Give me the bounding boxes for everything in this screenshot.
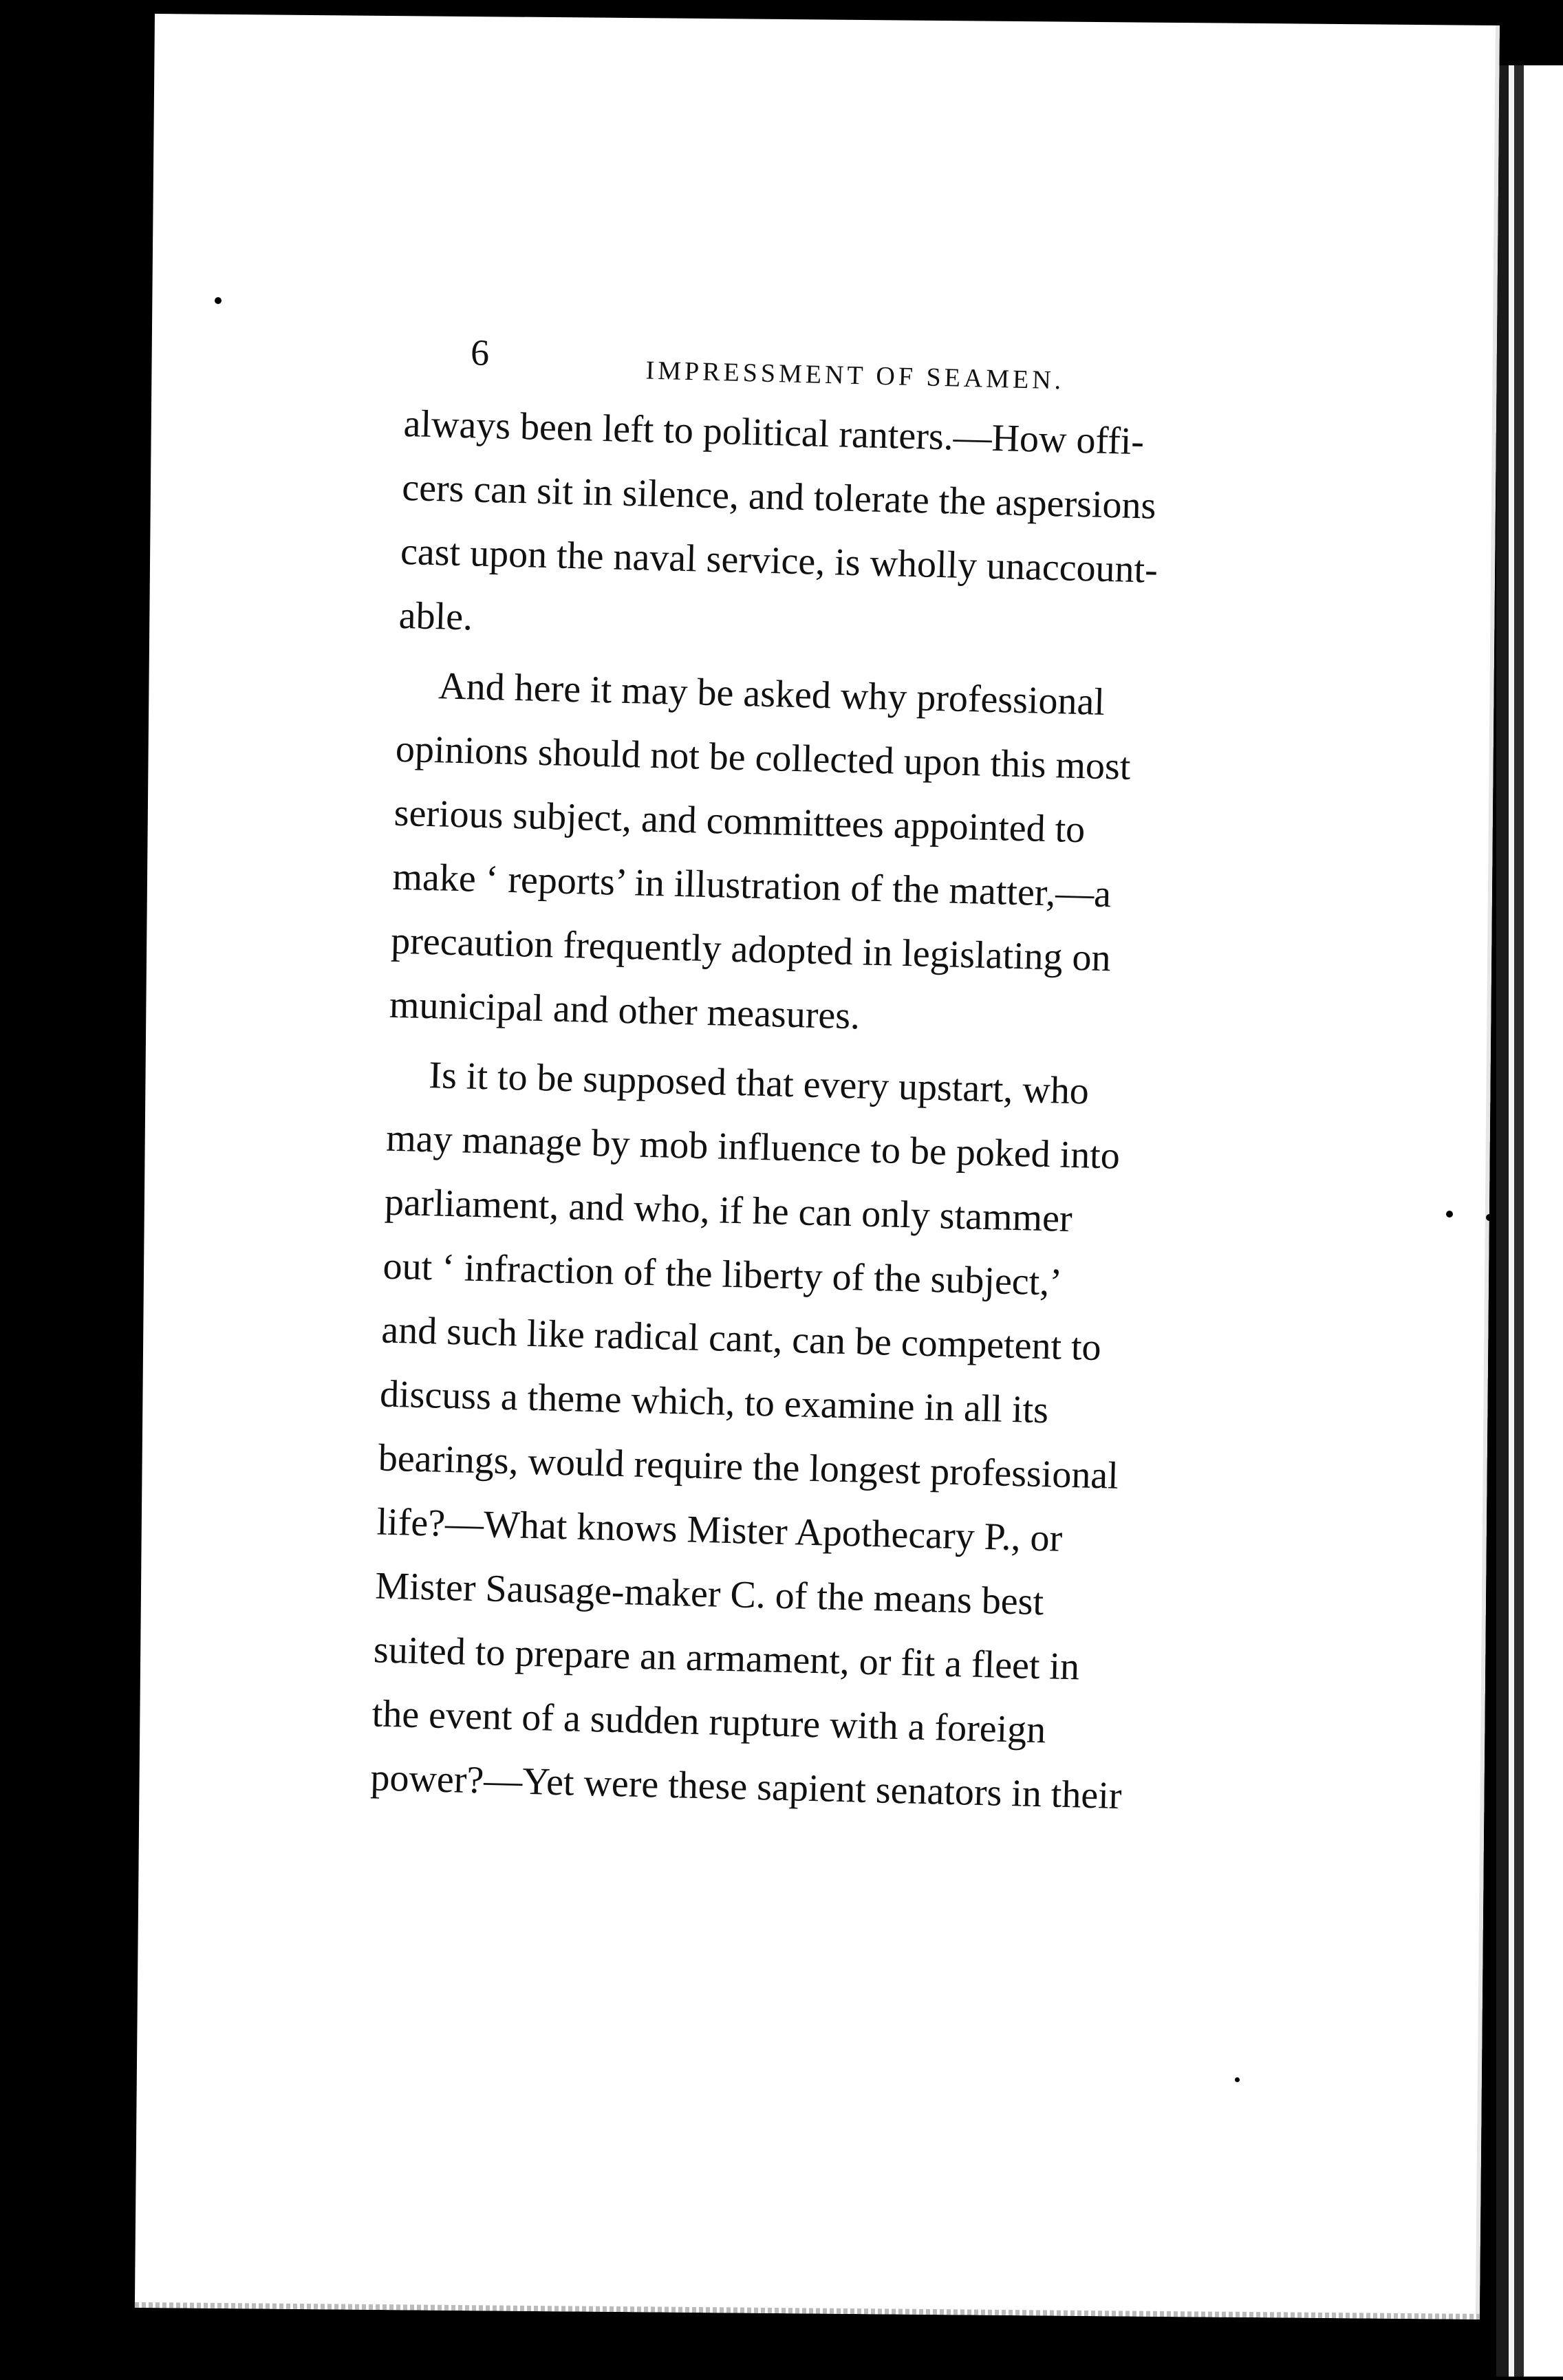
page-text-block [369,330,1293,1832]
text-line: municipal and other measures. [389,983,861,1038]
scan-speck [1235,2077,1240,2082]
text-line: parliament, and who, if he can only stammer [384,1180,1073,1241]
text-line: discuss a theme which, to examine in all its [379,1372,1049,1432]
text-line: opinions should not be collected upon this most [395,727,1132,788]
text-line: and such like radical cant, can be competent to [380,1308,1102,1370]
paragraph-3 [369,1043,1220,1830]
text-line: out ‘ infraction of the liberty of the subject,’ [382,1244,1063,1304]
text-line: able. [398,594,473,639]
paragraph-1 [398,392,1237,668]
text-line: And here it may be asked why professional [438,664,1106,724]
text-line: always been left to political ranters.—How offi- [402,402,1145,464]
page-number: 6 [470,332,490,374]
facing-page-edge [1496,65,1563,2377]
text-line: Mister Sausage-maker C. of the means best [374,1564,1044,1624]
text-line: cast upon the naval service, is wholly unaccount- [400,530,1158,592]
scan-speck [215,297,222,304]
text-line: power?—Yet were these sapient senators in their [369,1756,1123,1818]
running-head-title: IMPRESSMENT OF SEAMEN. [645,356,1065,396]
paragraph-2 [389,653,1230,1057]
text-line: serious subject, and committees appointed to [394,791,1086,852]
text-line: life?—What knows Mister Apothecary P., or [376,1500,1064,1560]
text-line: Is it to be supposed that every upstart, who [428,1054,1090,1113]
text-line: may manage by mob influence to be poked into [385,1116,1121,1178]
text-line: precaution frequently adopted in legislating on [390,919,1112,980]
scan-speck [1446,1211,1453,1218]
text-line: the event of a sudden rupture with a foreign [371,1692,1046,1752]
scan-speck [1486,1214,1493,1221]
text-line: cers can sit in silence, and tolerate the aspersions [401,466,1157,528]
text-line: make ‘ reports’ in illustration of the matter,—a [391,855,1112,916]
text-line: bearings, would require the longest professional [378,1436,1119,1497]
text-line: suited to prepare an armament, or fit a fleet in [373,1628,1080,1689]
